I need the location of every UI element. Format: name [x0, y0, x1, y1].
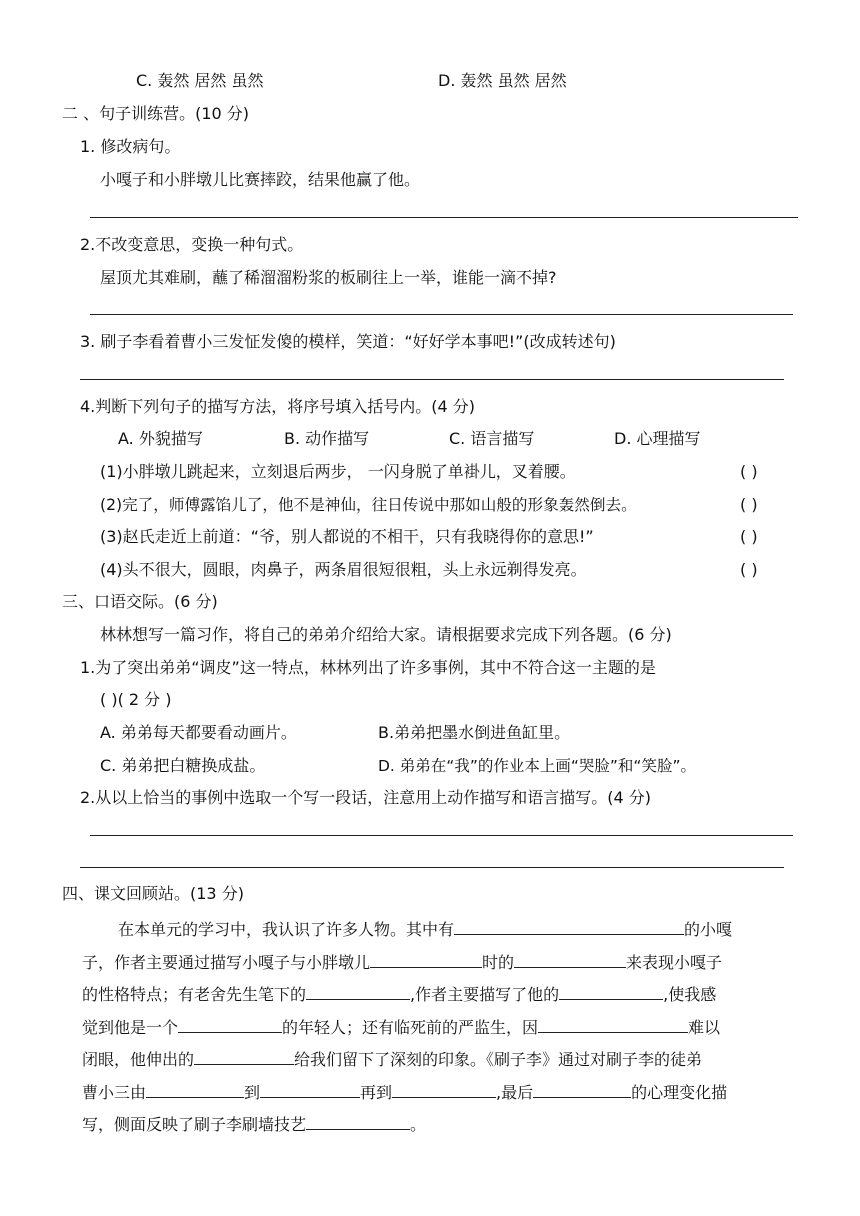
- s4-line-3: [82, 981, 716, 1006]
- section4-title: 四、课文回顾站。(13 分): [62, 884, 244, 903]
- s2-q2-sentence: 屋顶尤其难刷，蘸了稀溜溜粉浆的板刷往上一举，谁能一滴不掉?: [100, 268, 557, 287]
- fill-blank[interactable]: [306, 981, 410, 1000]
- answer-line[interactable]: [90, 314, 793, 315]
- s4-line-2: [82, 949, 722, 974]
- s4-text: 再到: [360, 1083, 393, 1102]
- fill-blank[interactable]: [514, 949, 626, 968]
- q4-item-1: (1)小胖墩儿跳起来，立刻退后两步， 一闪身脱了单褂儿，叉着腰。: [100, 462, 576, 481]
- s4-text: 觉到他是一个: [82, 1018, 179, 1037]
- s4-text: 的性格特点；有老舍先生笔下的: [82, 985, 307, 1004]
- s4-text: 闭眼，他伸出的: [82, 1050, 195, 1069]
- s2-q1-label: 1. 修改病句。: [80, 137, 181, 156]
- s3-q1-option-d: D. 弟弟在“我”的作业本上画“哭脸”和“笑脸”。: [378, 757, 696, 775]
- s3-q1-paren[interactable]: ( )( 2 分 ): [100, 690, 172, 709]
- q4-option-b: B. 动作描写: [284, 429, 370, 448]
- fill-blank[interactable]: [146, 1079, 244, 1098]
- option-c: C. 轰然 居然 虽然: [136, 71, 264, 90]
- s3-q1-option-b: B.弟弟把墨水倒进鱼缸里。: [378, 723, 571, 742]
- s4-text: 曹小三由: [82, 1083, 147, 1102]
- q4-option-d: D. 心理描写: [614, 429, 701, 448]
- fill-blank[interactable]: [260, 1079, 360, 1098]
- q4-item-3: (3)赵氏走近上前道：“爷，别人都说的不相干，只有我晓得你的意思!”: [100, 527, 594, 546]
- fill-blank[interactable]: [306, 1111, 410, 1130]
- s4-text: 在本单元的学习中，我认识了许多人物。其中有: [118, 920, 455, 939]
- s2-q1-sentence: 小嘎子和小胖墩儿比赛摔跤，结果他赢了他。: [100, 170, 421, 189]
- s2-q3-label: 3. 刷子李看着曹小三发怔发傻的模样，笑道：“好好学本事吧!”(改成转述句): [80, 332, 616, 351]
- fill-blank[interactable]: [533, 1079, 631, 1098]
- s4-text: 给我们留下了深刻的印象。《刷子李》通过对刷子李的徒弟: [294, 1050, 703, 1069]
- q4-item-2: (2)完了，师傅露馅儿了，他不是神仙，往日传说中那如山般的形象轰然倒去。: [100, 496, 637, 514]
- answer-paren[interactable]: ( ): [740, 560, 758, 579]
- fill-blank[interactable]: [454, 916, 684, 935]
- s3-q1-label: 1.为了突出弟弟“调皮”这一特点，林林列出了许多事例，其中不符合这一主题的是: [80, 658, 656, 677]
- fill-blank[interactable]: [194, 1046, 294, 1065]
- s4-text: 子，作者主要通过描写小嘎子与小胖墩儿: [82, 953, 371, 972]
- s4-line-1: [118, 916, 732, 941]
- s2-q2-label: 2.不改变意思，变换一种句式。: [80, 235, 304, 254]
- answer-paren[interactable]: ( ): [740, 462, 758, 481]
- q4-option-c: C. 语言描写: [449, 429, 535, 448]
- s4-text: ,作者主要描写了他的: [410, 985, 560, 1004]
- s4-text: ,使我感: [663, 985, 717, 1004]
- s4-text: 的心理变化描: [631, 1083, 728, 1102]
- s4-line-7: [82, 1111, 426, 1136]
- s4-text: 时的: [482, 953, 515, 972]
- answer-paren[interactable]: ( ): [740, 527, 758, 546]
- section2-title: 二 、句子训练营。(10 分): [62, 104, 250, 123]
- q4-option-a: A. 外貌描写: [118, 429, 203, 448]
- s4-text: 。: [410, 1115, 427, 1134]
- answer-paren[interactable]: ( ): [740, 495, 758, 514]
- answer-line[interactable]: [90, 835, 793, 836]
- fill-blank[interactable]: [392, 1079, 496, 1098]
- s3-intro: 林林想写一篇习作，将自己的弟弟介绍给大家。请根据要求完成下列各题。(6 分): [100, 625, 672, 644]
- s4-text: 难以: [688, 1018, 721, 1037]
- s3-q1-option-a: A. 弟弟每天都要看动画片。: [100, 723, 297, 742]
- s3-q1-option-c: C. 弟弟把白糖换成盐。: [100, 756, 266, 775]
- s4-text: 的小嘎: [684, 920, 733, 939]
- s3-q2-label: 2.从以上恰当的事例中选取一个写一段话，注意用上动作描写和语言描写。(4 分): [80, 788, 652, 807]
- answer-line[interactable]: [80, 379, 784, 380]
- option-d: D. 轰然 虽然 居然: [438, 71, 567, 90]
- answer-line[interactable]: [90, 217, 798, 218]
- s4-text: 写，侧面反映了刷子李刷墙技艺: [82, 1115, 307, 1134]
- fill-blank[interactable]: [178, 1014, 282, 1033]
- q4-item-4: (4)头不很大，圆眼，肉鼻子，两条眉很短很粗，头上永远剃得发亮。: [100, 560, 587, 579]
- s4-line-4: [82, 1014, 720, 1039]
- fill-blank[interactable]: [370, 949, 482, 968]
- fill-blank[interactable]: [538, 1014, 688, 1033]
- s2-q4-label: 4.判断下列句子的描写方法，将序号填入括号内。(4 分): [80, 397, 476, 416]
- fill-blank[interactable]: [559, 981, 663, 1000]
- s4-text: 来表现小嘎子: [626, 953, 723, 972]
- answer-line[interactable]: [80, 867, 784, 868]
- s4-text: ,最后: [496, 1083, 534, 1102]
- s4-text: 的年轻人；还有临死前的严监生，因: [282, 1018, 539, 1037]
- s4-line-5: [82, 1046, 702, 1071]
- s4-line-6: [82, 1079, 727, 1104]
- section3-title: 三、口语交际。(6 分): [62, 592, 218, 611]
- s4-text: 到: [244, 1083, 261, 1102]
